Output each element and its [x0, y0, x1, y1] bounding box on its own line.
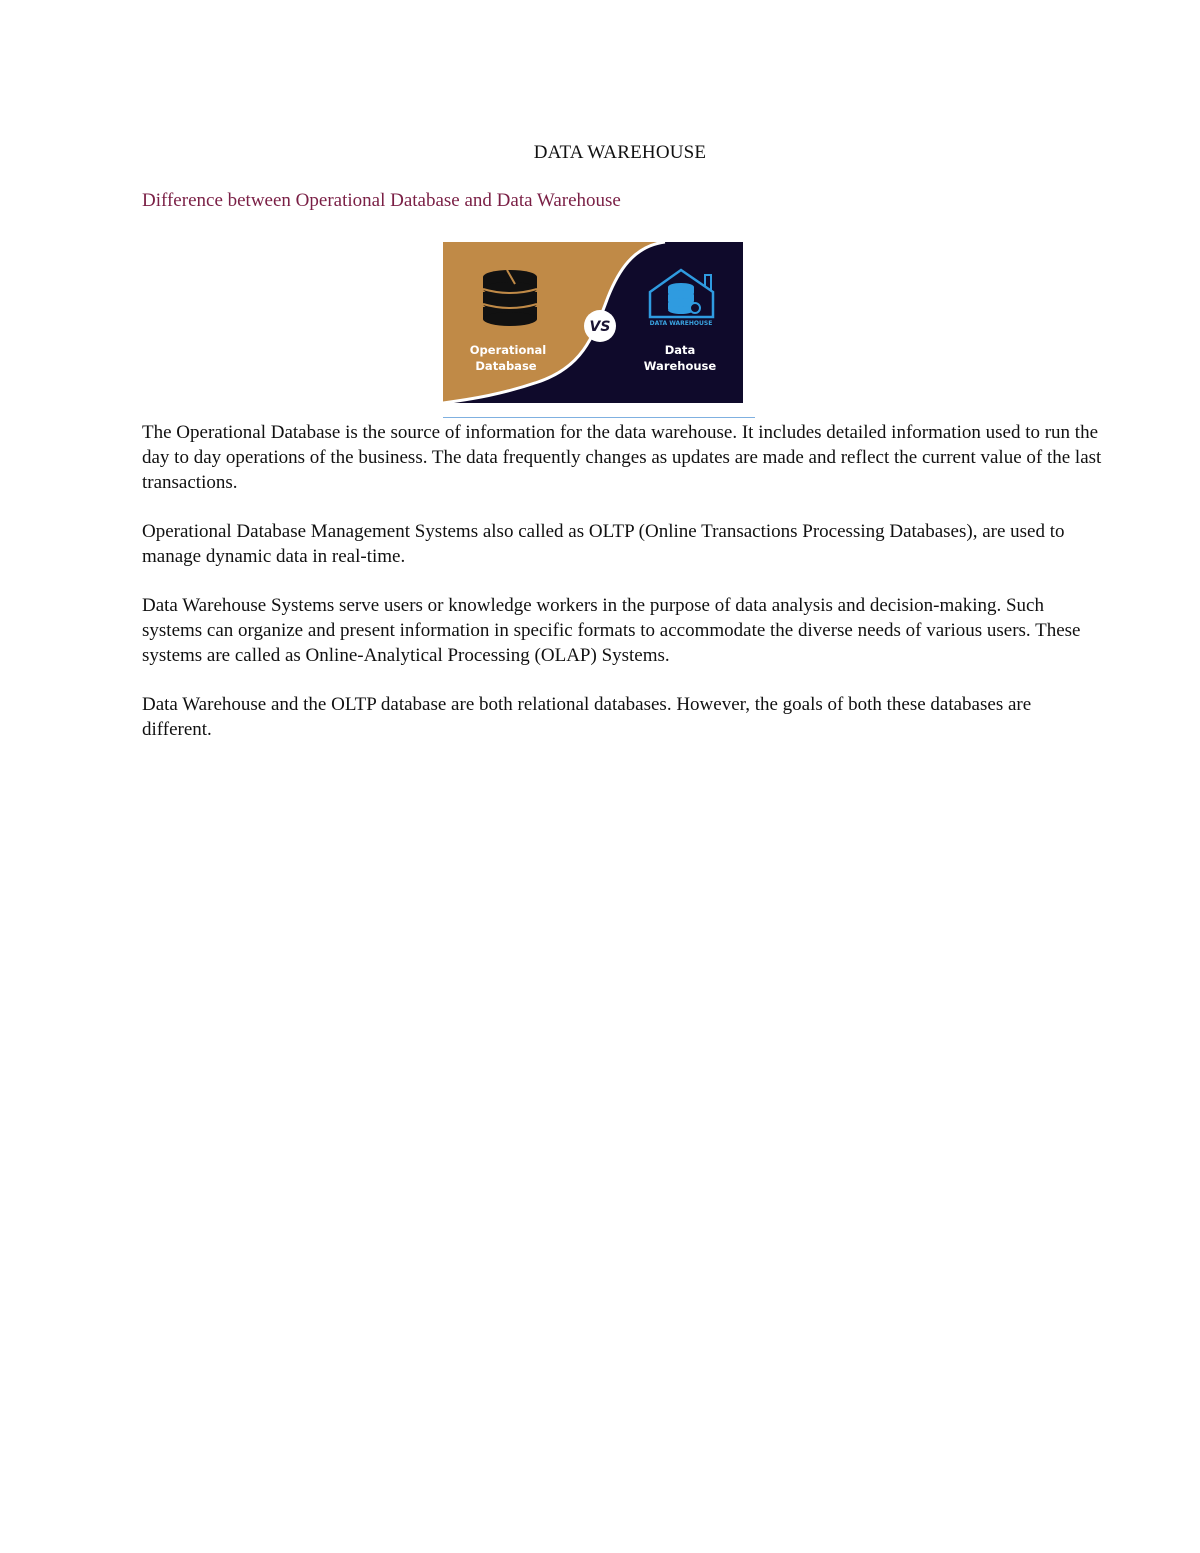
section-heading: Difference between Operational Database and Data Warehouse: [142, 190, 621, 211]
figure-left-label-1: Operational: [469, 343, 547, 357]
figure-underline: [443, 417, 755, 418]
paragraph: The Operational Database is the source of information for the data warehouse. It includes detailed information used to run the day to day operations of the business. The data frequently changes as updates are made and reflect the current value of the last transactions.: [142, 422, 1102, 493]
figure-right-label-1: Data: [664, 343, 696, 357]
vs-badge: [584, 310, 616, 342]
figure-left-label-2: Database: [475, 359, 537, 373]
document-body: [142, 420, 1102, 766]
document-title: DATA WAREHOUSE: [533, 142, 707, 163]
figure-right-label-2: Warehouse: [643, 359, 717, 373]
comparison-figure: [443, 242, 743, 403]
vs-label: VS: [589, 319, 611, 335]
database-icon: [483, 270, 537, 326]
paragraph: Operational Database Management Systems also called as OLTP (Online Transactions Processing Databases), are used to manage dynamic data in real-time.: [142, 521, 1065, 567]
paragraph: Data Warehouse Systems serve users or knowledge workers in the purpose of data analysis and decision-making. Such systems can organize and present information in specific formats to accommodate the diverse needs of various users. These systems are called as Online-Analytical Processing (OLAP) Systems.: [142, 595, 1081, 666]
paragraph: Data Warehouse and the OLTP database are both relational databases. However, the goals of both these databases are different.: [142, 694, 1032, 740]
figure-right-badge: DATA WAREHOUSE: [649, 320, 713, 327]
